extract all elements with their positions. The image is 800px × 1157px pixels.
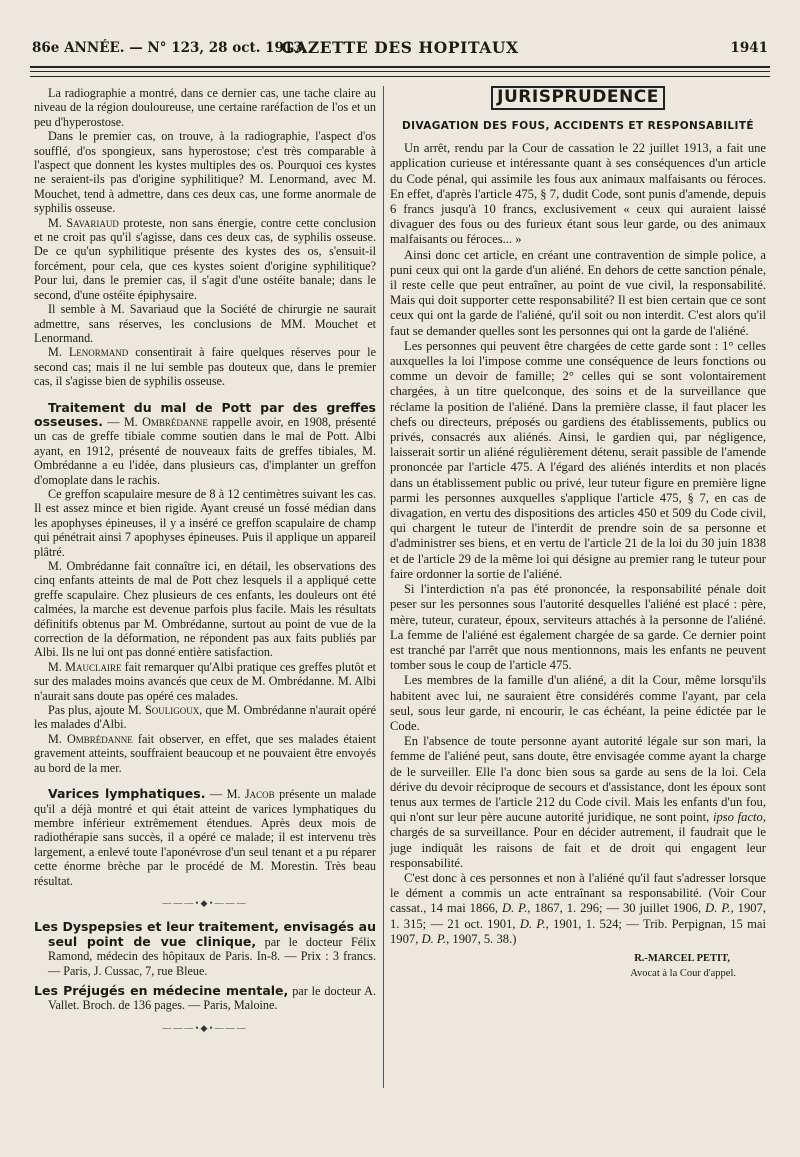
speaker-name: M. Ombrédanne (48, 731, 133, 746)
paragraph-text: consentirait à faire quelques réserves pour le second cas; mais il ne lui semble pas douteux que, dans le premier cas, il s'agisse bien de syphilis osseuse. (34, 345, 376, 389)
paragraph-text: , 1901, 1. 524; — Trib. Perpignan, 15 mai 1907, (390, 916, 767, 946)
bibliography-entry (34, 984, 376, 1013)
bibliography-entry (34, 920, 376, 978)
author-signature: R.-MARCEL PETIT, (634, 952, 730, 964)
right-column (390, 86, 766, 981)
book-title: Les Dyspepsies et leur traitement, envisagés au seul point de vue clinique, (34, 919, 376, 949)
paragraph-text: rappelle avoir, en 1908, présenté un cas de greffe tibiale comme soutien dans le mal de Pott. Albi ayant, en 1912, présenté de nouveaux faits de greffes tibiales, M. Ombrédanne a eu l'idée, dans plusieurs cas, d'implanter un greffon d'omoplate dans le rachis. (34, 414, 377, 487)
page-number: 1941 (730, 40, 768, 56)
header-rule (30, 66, 770, 68)
speaker-name: M. Lenormand (48, 345, 129, 360)
paragraph-text: présente un malade qu'il a déjà montré et qui était atteint de varices lymphatiques du membre inférieur extrêmement étendues. Après deux mois de radiothérapie sans succès, il a opéré ce malade; il est intervenu très largement, a enlevé toute l'aponévrose d'un seul tenant et a pu réparer cette énorme brèche par le procédé de M. Morestin. Très beau résultat. (34, 787, 377, 888)
paragraph-text: , 1867, 1. 296; — 30 juillet 1906, (527, 901, 706, 916)
paragraph: Les membres de la famille d'un aliéné, a dit la Cour, même lorsqu'ils habitent avec lui, ne sauraient être considérés comme l'ayant, par cela seul, sous leur garde, ni encourir, le cas échéant, la peine édictée par le Code. (390, 673, 766, 733)
header-rule (30, 76, 770, 77)
section-paragraph: Traitement du mal de Pott par des greffes osseuses. — M. Ombrédanne rappelle avoir, en 1908, présenté un cas de greffe tibiale comme soutien dans le mal de Pott. Albi ayant, en 1912, présenté de nouveaux faits de greffes tibiales, M. Ombrédanne a eu l'idée, dans plusieurs cas, d'implanter un greffon d'omoplate dans le rachis. (34, 399, 377, 487)
section-paragraph (34, 787, 376, 888)
dash: — (205, 787, 227, 802)
paragraph-text: Pas plus, ajoute (48, 703, 128, 718)
speaker-name: M. Savariaud (48, 215, 119, 230)
paragraph: Dans le premier cas, on trouve, à la radiographie, l'aspect d'os soufflé, d'os spongieux, sans hyperostose; c'est très comparable à l'aspect que donnent les kystes multiples des os. Pourquoi ces kystes ne seraient-ils pas d'origine syphilitique? M. Lenormand, avec M. Mouchet, tend à admettre, dans ces deux cas, une forme anormale de syphilis osseuse. (34, 129, 376, 216)
speaker-name: M. Mauclaire (48, 659, 122, 674)
paragraph (34, 660, 376, 703)
paragraph: Il semble à M. Savariaud que la Société de chirurgie ne saurait admettre, sans réserves, les conclusions de MM. Mouchet et Lenormand. (34, 302, 376, 345)
paragraph-text: , que M. Ombrédanne n'aurait opéré les malades d'Albi. (34, 703, 377, 732)
paragraph (34, 216, 376, 302)
paragraph: La radiographie a montré, dans ce dernier cas, une tache claire au niveau de la région douloureuse, une certaine raréfaction de l'os et un peu d'hyperostose. (34, 86, 376, 129)
latin-term: ipso facto (712, 810, 763, 825)
paragraph-text: , 1907, 1. 315; — 21 oct. 1901, (390, 901, 766, 931)
citation: D. P. (519, 916, 546, 931)
paragraph-text: fait observer, en effet, que ses malades étaient gravement atteints, souffraient beaucoup et ne pouvaient être envoyés au bord de la mer. (34, 731, 376, 775)
author-role: Avocat à la Cour d'appel. (630, 968, 736, 980)
journal-title: GAZETTE DES HOPITAUX (281, 38, 519, 57)
paragraph-text: En l'absence de toute personne ayant autorité légale sur son mari, la femme de l'aliéné peut, sans doute, être envisagée comme ayant la charge de le surveiller. Elle l'a donc bien sous sa garde au sens de la loi. Cela dérive du devoir réciproque de secours et d'assistance, dont les époux sont tenus aux termes de l'article 212 du Code civil. Mais les enfants d'un fou, qui n'ont sur leur père aucune autorité juridique, ne sont point, (390, 734, 766, 825)
book-details: par le docteur A. Vallet. Broch. de 136 pages. — Paris, Maloine. (48, 983, 377, 1013)
citation: D. P. (705, 901, 731, 916)
citation: D. P. (501, 901, 528, 916)
paragraph: Les personnes qui peuvent être chargées de cette garde sont : 1° celles auxquelles la loi l'impose comme une conséquence de leurs fonctions ou comme un devoir de famille; 2° celles qui se sont volontairement chargées, à un titre quelconque, des soins et de la surveillance que réclame la position de l'aliéné. Dans la première classe, il faut placer les chefs ou directeurs, préposés ou gardiens des établissements, publics ou privés, consacrés aux aliénés. Ainsi, le gardien qui, par négligence, laisserait sortir un aliéné régulièrement détenu, serait passible de l'amende prononcée par l'article 475. A l'égard des aliénés interdits et non placés dans un établissement public ou privé, leur tuteur figure en première ligne parmi les personnes auxquelles s'applique l'article 475, § 7, en cas de divagation, en vertu des dispositions des articles 450 et 509 du Code civil, qui chargent le tuteur de l'interdit de prendre soin de sa personne et d'administrer ses biens, et en vertu de l'article 21 de la loi du 30 juin 1838 et de l'article 29 de la même loi qui désigne au premier rang le tuteur pour faire ordonner la sortie de l'aliéné. (390, 338, 766, 581)
paragraph: Ainsi donc cet article, en créant une contravention de simple police, a puni ceux qui ont la garde d'un aliéné. En dehors de cette sanction pénale, il reste celle que peut entraîner, au point de vue civil, la responsabilité. Mais qui doit supporter cette responsabilité? Il est bien certain que ce sont ceux qui ont la garde de l'aliéné, qu'il soit ou non interdit. C'est alors qu'il faut se demander quelles sont les personnes qui ont la garde de l'aliéné. (390, 247, 766, 338)
article-title: DIVAGATION DES FOUS, ACCIDENTS ET RESPONSABILITÉ (402, 120, 754, 133)
paragraph: Si l'interdiction n'a pas été prononcée, la responsabilité pénale doit peser sur les personnes sous l'autorité desquelles l'aliéné est placé : père, mère, tuteur, curateur, époux, serviteurs attachés à la personne de l'aliéné. La femme de l'aliéné est également chargée de sa garde. Ce dernier point est tranché par l'arrêt que nous mentionnons, mais les enfants ne peuvent tomber sous le coup de l'article 475. (390, 582, 766, 673)
section-title: Traitement du mal de Pott par des greffes osseuses. (34, 399, 376, 429)
section-title: Varices lymphatiques. (48, 786, 206, 802)
paragraph-text: fait remarquer qu'Albi pratique ces greffes plutôt et sur des malades moins avancés que ceux de M. Ombrédanne. M. Albi n'aurait sans doute pas opéré ces malades. (34, 659, 377, 703)
speaker-name: M. Jacob (226, 787, 275, 802)
paragraph (390, 871, 766, 947)
paragraph: Un arrêt, rendu par la Cour de cassation le 22 juillet 1913, a fait une application curieuse et intéressante quant à ses conséquences d'un article du Code pénal, qui assimile les fous aux animaux malfaisants ou féroces. En effet, d'après l'article 475, § 7, dudit Code, sont punis d'amende, depuis 6 francs jusqu'à 10 francs, exclusivement « ceux qui auraient laissé divaguer des fous ou des furieux étant sous leur garde, ou des animaux malfaisants ou féroces... » (390, 141, 766, 247)
paragraph (34, 703, 376, 732)
book-details: par le docteur Félix Ramond, médecin des hôpitaux de Paris. In-8. — Prix : 3 francs. — Paris, J. Cussac, 7, rue Bleue. (48, 934, 376, 978)
issue-info: 86e ANNÉE. — N° 123, 28 oct. 1913. (32, 40, 308, 56)
book-title: Les Préjugés en médecine mentale, (34, 982, 289, 998)
section-heading: JURISPRUDENCE (497, 87, 659, 107)
section-heading-box (491, 86, 665, 110)
left-column (34, 86, 376, 1045)
speaker-name: M. Ombrédanne (123, 414, 208, 429)
paragraph (34, 345, 376, 388)
paragraph-text: C'est donc à ces personnes et non à l'aliéné qu'il faut s'adresser lorsque le dément a commis un acte entraînant sa responsabilité. (Voir Cour cassat., 14 mai 1866, (390, 870, 766, 916)
citation: D. P. (421, 931, 447, 946)
page-header (30, 32, 770, 62)
paragraph: Ce greffon scapulaire mesure de 8 à 12 centimètres suivant les cas. Il est assez mince et bien rigide. Ayant creusé un fossé médian dans les apophyses épineuses, il y a inséré ce greffon scapulaire de champ qui pénétrait ainsi 7 apophyses épineuses. Puis il applique un appareil plâtré. (34, 486, 376, 559)
paragraph (390, 734, 766, 871)
paragraph-text: proteste, non sans énergie, contre cette conclusion et ne croit pas qu'il s'agisse, dans ces deux cas, de syphilis osseuse. De ce qu'un syphilitique présente des kystes des os, s'ensuit-il forcément, pour cela, que ces kystes soient d'origine syphilitique? Pour lui, dans le premier cas, il s'agit d'une ostéite banale; dans le second, d'une ostéite épiphysaire. (34, 215, 377, 302)
header-rule (30, 71, 770, 72)
paragraph (34, 732, 376, 775)
paragraph: M. Ombrédanne fait connaître ici, en détail, les observations des cinq enfants atteints de mal de Pott chez lesquels il a appliqué cette greffe scapulaire. Chez plusieurs de ces enfants, les douleurs ont été calmées, la marche est devenue parfois plus facile. Mais les résultats définitifs obtenus par M. Ombrédanne, surtout au point de vue de la correction de la déformation, ne répondent pas aux faits publiés par Albi. Ils ne lui ont pas donné entière satisfaction. (34, 559, 376, 660)
ornament-divider: ———•◆•——— (162, 1022, 248, 1033)
paragraph-text: , 1907, 5. 38.) (446, 931, 517, 946)
ornament-divider: ———•◆•——— (162, 897, 248, 908)
paragraph-text: , chargés de sa surveillance. Pour en décider autrement, il faudrait que le juge indiquât les raisons de fait et de droit qui engagent leur responsabilité. (390, 810, 767, 870)
speaker-name: M. Souligoux (127, 703, 200, 718)
column-separator (383, 86, 384, 1088)
